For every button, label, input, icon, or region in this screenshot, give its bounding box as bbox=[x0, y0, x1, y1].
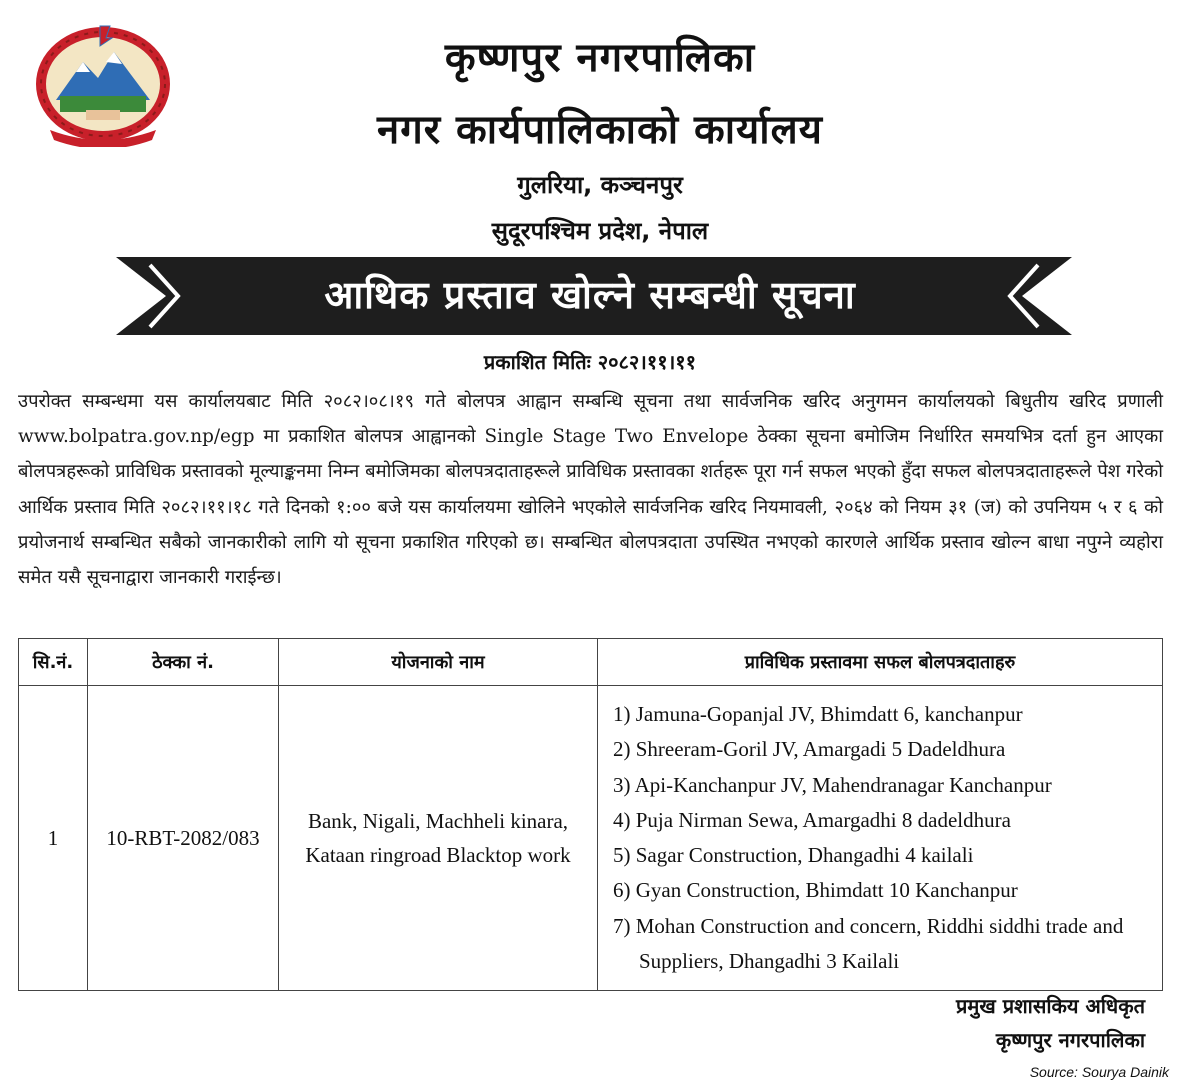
nepal-emblem-icon bbox=[28, 22, 178, 147]
col-header-bidders: प्राविधिक प्रस्तावमा सफल बोलपत्रदाताहरु bbox=[598, 639, 1163, 686]
col-header-contract: ठेक्का नं. bbox=[88, 639, 279, 686]
published-date: प्रकाशित मितिः २०८२।११।११ bbox=[483, 350, 697, 374]
list-item: 1) Jamuna-Gopanjal JV, Bhimdatt 6, kanchanpur bbox=[613, 702, 1023, 726]
list-item: 7) Mohan Construction and concern, Riddhi siddhi trade and Suppliers, Dhangadhi 3 Kailali bbox=[613, 913, 1124, 974]
municipality-name: कृष्णपुर नगरपालिका bbox=[444, 35, 756, 81]
list-item: 6) Gyan Construction, Bhimdatt 10 Kanchanpur bbox=[613, 878, 1018, 903]
signatory-title: प्रमुख प्रशासकिय अधिकृत bbox=[956, 994, 1145, 1018]
cell-sn: 1 bbox=[19, 686, 88, 991]
cell-project-name: Bank, Nigali, Machheli kinara, Kataan ringroad Blacktop work bbox=[279, 686, 598, 991]
list-item: 2) Shreeram-Goril JV, Amargadi 5 Dadeldhura bbox=[613, 737, 1006, 762]
cell-bidders bbox=[598, 686, 1163, 991]
list-item: 3) Api-Kanchanpur JV, Mahendranagar Kanchanpur bbox=[613, 772, 1052, 797]
notice-body: उपरोक्त सम्बन्धमा यस कार्यालयबाट मिति २०८२।०८।१९ गते बोलपत्र आह्वान सम्बन्धि सूचना तथा सार्वजनिक खरिद अनुगमन कार्यालयको बिधुतीय खरिद प्रणाली www.bolpatra.gov.np/egp मा प्रकाशित बोलपत्र आह्वानको Single Stage Two Envelope ठेक्का सूचना बमोजिम निर्धारित समयभित्र दर्ता हुन आएका बोलपत्रहरूको प्राविधिक प्रस्तावको मूल्याङ्कनमा निम्न बमोजिमका बोलपत्रदाताहरूले प्राविधिक प्रस्तावका शर्तहरू पूरा गर्न सफल भएको हुँदा सफल बोलपत्रदाताहरूले पेश गरेको आर्थिक प्रस्ताव मिति २०८२।११।१८ गते दिनको १:०० बजे यस कार्यालयमा खोलिने भएकोले सार्वजनिक खरिद नियमावली, २०६४ को नियम ३१ (ज) को उपनियम ५ र ६ को प्रयोजनार्थ सम्बन्धित सबैको जानकारीको लागि यो सूचना प्रकाशित गरिएको छ। सम्बन्धित बोलपत्रदाता उपस्थित नभएको कारणले आर्थिक प्रस्ताव खोल्न बाधा नपुग्ने व्यहोरा समेत यसै सूचनाद्वारा जानकारी गराईन्छ। bbox=[18, 391, 1163, 589]
source-credit: Source: Sourya Dainik bbox=[1029, 1064, 1169, 1080]
office-location: गुलरिया, कञ्चनपुर bbox=[517, 171, 683, 199]
list-item: 5) Sagar Construction, Dhangadhi 4 kailali bbox=[613, 843, 974, 868]
bidders-table bbox=[18, 638, 1163, 991]
notice-title: आथिक प्रस्ताव खोल्ने सम्बन्धी सूचना bbox=[324, 273, 856, 317]
office-name: नगर कार्यपालिकाको कार्यालय bbox=[377, 107, 823, 153]
col-header-sn: सि.नं. bbox=[19, 639, 88, 686]
list-item: 4) Puja Nirman Sewa, Amargadhi 8 dadeldhura bbox=[613, 807, 1011, 832]
cell-contract-no: 10-RBT-2082/083 bbox=[88, 686, 279, 991]
office-province: सुदूरपश्चिम प्रदेश, नेपाल bbox=[491, 217, 709, 245]
bidders-list bbox=[599, 687, 1161, 989]
col-header-project: योजनाको नाम bbox=[279, 639, 598, 686]
table-row bbox=[19, 686, 1163, 991]
signatory-org: कृष्णपुर नगरपालिका bbox=[995, 1028, 1145, 1052]
table-header-row bbox=[19, 639, 1163, 686]
